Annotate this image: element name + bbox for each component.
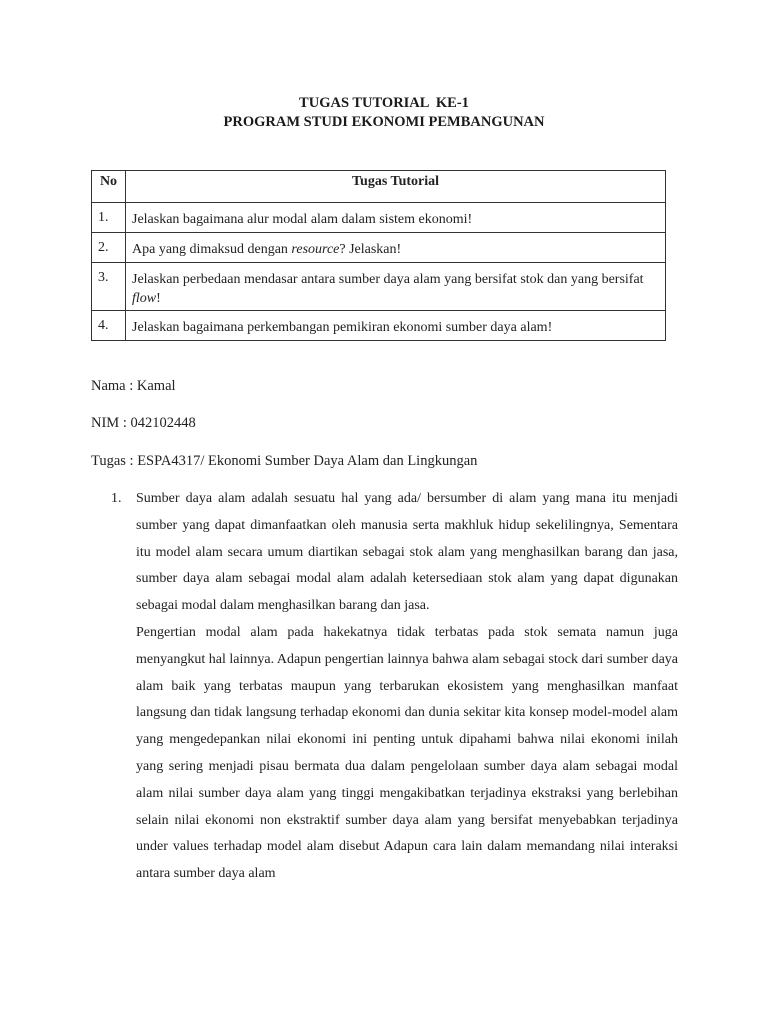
document-title xyxy=(0,94,768,132)
row-number: 1. xyxy=(92,203,126,233)
row-number: 4. xyxy=(92,311,126,341)
answer-paragraph: Pengertian modal alam pada hakekatnya tidak terbatas pada stok semata namun juga menyangkut hal lainnya. Adapun pengertian lainnya bahwa alam sebagai stock dari sumber daya alam baik yang terbatas maupun yang terbarukan ekosistem yang menghasilkan manfaat langsung dan tidak langsung terhadap ekonomi dan dunia sekitar kita konsep model-model alam yang mengedepankan nilai ekonomi ini penting untuk dipahami bahwa nilai ekonomi inilah yang sering menjadi pisau bermata dua dalam pengelolaan sumber daya alam sebagai modal alam nilai sumber daya alam yang tinggi mengakibatkan terjadinya ekstraksi yang berlebihan selain nilai ekonomi non ekstraktif sumber daya alam yang bersifat menyebabkan terjadinya under values terhadap model alam disebut Adapun cara lain dalam memandang nilai interaksi antara sumber daya alam xyxy=(136,624,678,882)
row-task: Jelaskan bagaimana perkembangan pemikiran ekonomi sumber daya alam! xyxy=(126,311,666,341)
answer-body xyxy=(136,486,678,888)
row-number: 2. xyxy=(92,233,126,263)
answer-paragraph: Sumber daya alam adalah sesuatu hal yang ada/ bersumber di alam yang mana itu menjadi sumber yang dapat dimanfaatkan oleh manusia serta makhluk hidup sekelilingnya, Sementara itu model alam secara umum diartikan sebagai stok alam yang menghasilkan barang dan jasa, sumber daya alam sebagai modal alam adalah ketersediaan stok alam yang dapat digunakan sebagai modal dalam menghasilkan barang dan jasa. xyxy=(136,491,678,614)
title-line-2: PROGRAM STUDI EKONOMI PEMBANGUNAN xyxy=(223,114,545,130)
header-task: Tugas Tutorial xyxy=(126,171,666,203)
answer-item xyxy=(91,486,678,888)
row-task: Jelaskan bagaimana alur modal alam dalam sistem ekonomi! xyxy=(126,203,666,233)
row-task: Apa yang dimaksud dengan resource? Jelaskan! xyxy=(126,233,666,263)
answer-list xyxy=(91,486,678,888)
table-row xyxy=(92,311,666,341)
header-no: No xyxy=(92,171,126,203)
student-nim: NIM : 042102448 xyxy=(91,415,196,431)
assignment-course: Tugas : ESPA4317/ Ekonomi Sumber Daya Alam dan Lingkungan xyxy=(91,453,478,469)
answer-number: 1. xyxy=(111,491,122,506)
title-line-1: TUGAS TUTORIAL KE-1 xyxy=(299,95,469,111)
table-row xyxy=(92,203,666,233)
table-row xyxy=(92,263,666,311)
student-name: Nama : Kamal xyxy=(91,378,176,394)
row-task: Jelaskan perbedaan mendasar antara sumber daya alam yang bersifat stok dan yang bersifat flow! xyxy=(126,263,666,311)
tutorial-task-table xyxy=(91,170,666,341)
row-number: 3. xyxy=(92,263,126,311)
table-header-row xyxy=(92,171,666,203)
table-row xyxy=(92,233,666,263)
